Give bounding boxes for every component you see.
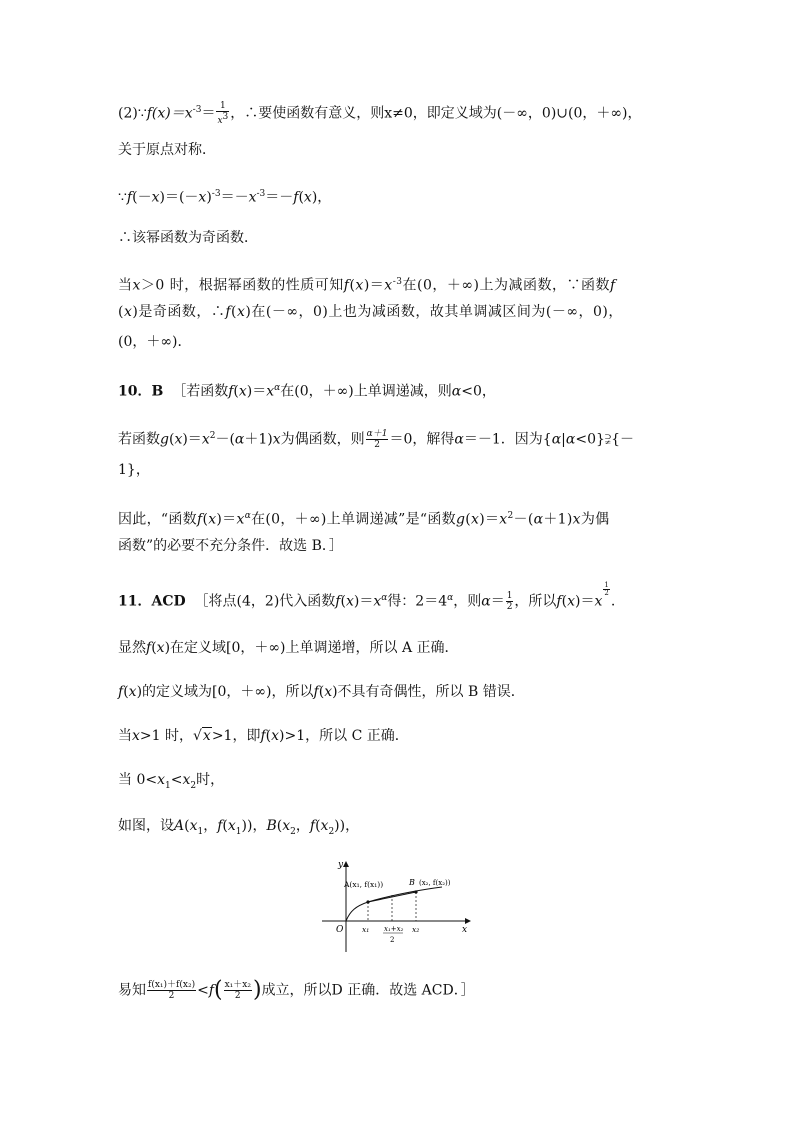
q11-line4: 当x>1 时，√x>1，即f(x)>1，所以 C 正确． <box>118 728 409 744</box>
q11-line7: 易知 $\frac{\text{f(x₁)＋f(x₂)}}{2}$ <f( $\frac{\text{x₁＋x₂}}{2}$ )成立，所以D 正确．故选 ACD．］ <box>118 977 475 1003</box>
label-B-coords: (x₂, f(x₂)) <box>419 879 451 887</box>
q11-line2: 显然f(x)在定义域[0，＋∞)上单调递增，所以 A 正确． <box>118 640 459 656</box>
q11-line6: 如图，设$A(x_1$，$f(x_1)$)，$B(x_2$，$f(x_2)$)， <box>118 818 360 837</box>
fraction: $\frac{1}{2}$ <box>506 591 513 613</box>
point-A <box>366 900 369 903</box>
x-axis-label: x <box>462 925 468 935</box>
fraction: $\frac{1}{x^3}$ <box>217 101 229 127</box>
q10-line3: 1}， <box>118 462 150 478</box>
q10-line2: 若函数$g(x)=x^2-(\alpha+1)x$为偶函数，则 $\frac{\alpha+1}{2}$ ＝0，解得α＝－1．因为{α|α<0}⫌{－ <box>118 429 634 451</box>
q11-line1: 11．ACD ［将点(4，2)代入函数$f(x)=x^\alpha$得：$2=4^\alpha$，则α＝ $\frac{1}{2}$ ，所以f(x)＝x $\frac{1}{2}$ . <box>118 581 616 613</box>
sqrt-curve <box>346 887 442 921</box>
fraction: $\frac{\text{x₁＋x₂}}{2}$ <box>224 980 251 1001</box>
exponent-fraction: $\frac{1}{2}$ <box>604 581 609 597</box>
fraction: $\frac{\alpha+1}{2}$ <box>366 429 388 451</box>
q9-2-line7: (0，＋∞)． <box>118 334 192 350</box>
origin-label: O <box>336 925 344 935</box>
label-A: A(x₁, f(x₁)) <box>344 880 384 889</box>
q11-line5: 当 $0<x_1<x_2$时， <box>118 772 225 791</box>
q9-2-line6: (x)是奇函数，∴f(x)在(－∞，0)上也为减函数，故其单调减区间为(－∞，0)， <box>118 304 623 320</box>
q11-line3: f(x)的定义域为[0，＋∞)，所以f(x)不具有奇偶性，所以 B 错误． <box>118 684 525 700</box>
q9-2-line3: $\because f(-x)=(-x)^{-3}=-x^{-3}=-f(x)$， <box>118 189 332 206</box>
y-axis-label: y <box>338 860 344 870</box>
tick-mid-num: x₁+x₂ <box>384 925 404 933</box>
q9-2-line2: 关于原点对称． <box>118 142 216 158</box>
q10-line4: 因此，“函数$f(x)=x^\alpha$在(0，＋∞)上单调递减”是“函数$g(x)=x^2-(\alpha+1)x$为偶 <box>118 511 610 528</box>
label-B: B <box>409 878 415 887</box>
tick-x1: x₁ <box>362 925 370 934</box>
power-function-figure <box>318 856 478 956</box>
q9-2-line4: ∴该幂函数为奇函数． <box>118 230 258 246</box>
point-B <box>414 890 417 893</box>
tick-x2: x₂ <box>412 925 420 934</box>
tick-mid-den: 2 <box>390 936 395 944</box>
fraction: $\frac{\text{f(x₁)＋f(x₂)}}{2}$ <box>148 980 196 1001</box>
q10-line5: 函数”的必要不充分条件．故选 B．］ <box>118 538 343 554</box>
q10-line1: 10．B ［若函数$f(x)=x^\alpha$在(0，＋∞)上单调递减，则α<0， <box>118 383 496 400</box>
q9-2-line5: 当x＞0 时，根据幂函数的性质可知$f(x)=x^{-3}$在(0，＋∞)上为减函数，∵函数f <box>118 277 616 294</box>
q9-2-line1: $(2)\because f(x)=x^{-3}=$ $\frac{1}{x^3}$ ，∴要使函数有意义，则x≠0，即定义域为(－∞，0)∪(0，＋∞)， <box>118 101 642 127</box>
